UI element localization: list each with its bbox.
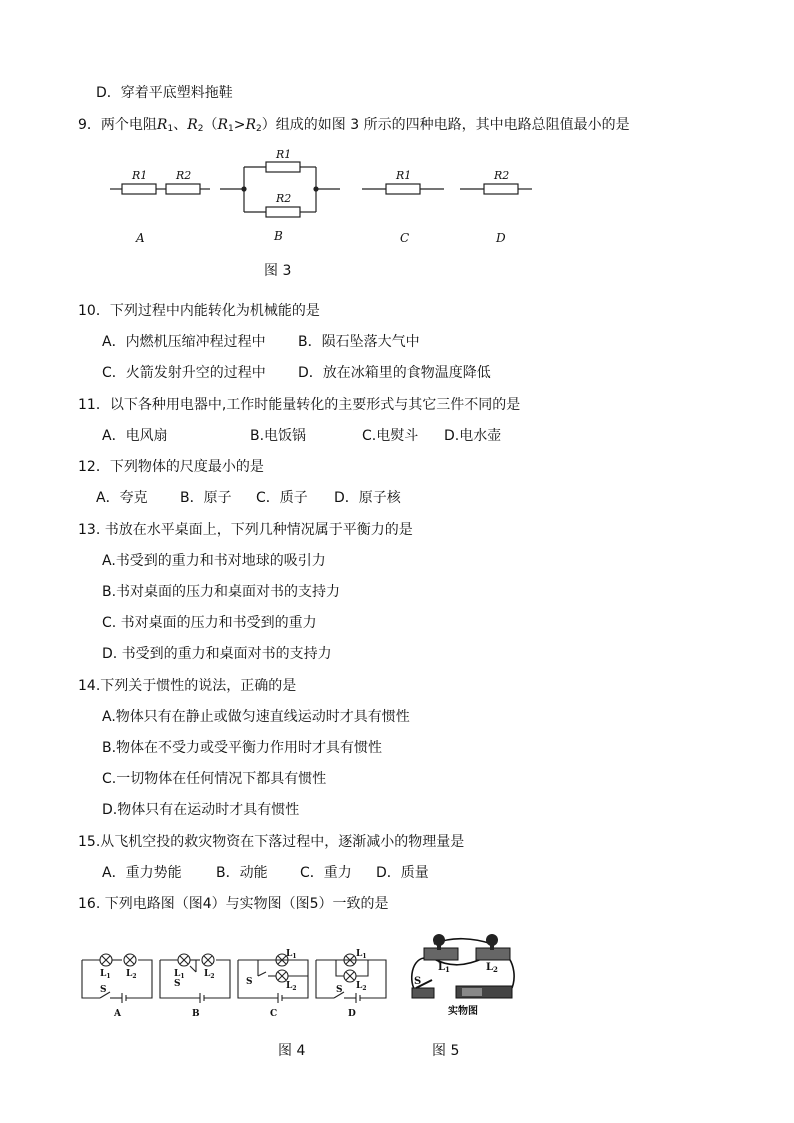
c-circuit-letter: C [400, 231, 410, 245]
figure-3-caption: 图 3 [264, 263, 292, 279]
q15-option-b: B．动能 [216, 865, 268, 881]
figure-5-caption: 图 5 [432, 1043, 460, 1059]
q12-option-a: A．夸克 [96, 490, 148, 506]
q11-option-d: D.电水壶 [444, 428, 502, 444]
battery-model [456, 986, 512, 998]
figure-4-circuits [78, 940, 390, 1022]
q13-stem: 13. 书放在水平桌面上，下列几种情况属于平衡力的是 [78, 522, 413, 538]
q13-option-b: B.书对桌面的压力和桌面对书的支持力 [102, 584, 341, 600]
q9-r2: R [187, 117, 198, 133]
q14-option-d: D.物体只有在运动时才具有惯性 [102, 802, 300, 818]
q16-stem: 16. 下列电路图（图4）与实物图（图5）一致的是 [78, 896, 389, 912]
a-r1-label: R1 [132, 169, 148, 182]
a-r2-label: R2 [176, 169, 192, 182]
q12-option-d: D．原子核 [334, 490, 401, 506]
q13-option-d: D. 书受到的重力和桌面对书的支持力 [102, 646, 332, 662]
q10-option-b: B．陨石坠落大气中 [298, 334, 420, 350]
q13-option-a: A.书受到的重力和书对地球的吸引力 [102, 553, 326, 569]
c-l1-label: $L_1$ [286, 949, 297, 960]
c-letter: C [270, 1009, 278, 1019]
photo-s-label: S [414, 976, 422, 987]
photo-caption: 实物图 [448, 1006, 478, 1017]
d-circuit-letter: D [496, 231, 506, 245]
q12-option-b: B．原子 [180, 490, 232, 506]
q9-r1: R [156, 117, 168, 133]
q12-stem: 12．下列物体的尺度最小的是 [78, 459, 264, 475]
a-l2-label: $L_2$ [126, 969, 137, 980]
d-l2-label: $L_2$ [356, 981, 367, 992]
b-l2-label: $L_2$ [204, 969, 215, 980]
figure-5-photo [404, 928, 524, 1020]
circuit-b [160, 954, 230, 1003]
d-letter: D [348, 1009, 356, 1019]
q11-stem: 11．以下各种用电器中,工作时能量转化的主要形式与其它三件不同的是 [78, 397, 521, 413]
a-s-label: S [100, 985, 107, 995]
q9-r2-sub: 2 [197, 124, 204, 134]
q14-option-a: A.物体只有在静止或做匀速直线运动时才具有惯性 [102, 709, 410, 725]
a-resistor-r1 [122, 184, 156, 194]
circuit-d [316, 954, 386, 1003]
b-r2-label: R2 [276, 192, 292, 205]
d-l1-label: $L_1$ [356, 949, 367, 960]
q9-r1-sub: 1 [167, 124, 174, 134]
q10-option-a: A．内燃机压缩冲程过程中 [102, 334, 266, 350]
c-l2-label: $L_2$ [286, 981, 297, 992]
b-letter: B [192, 1009, 200, 1019]
c-s-label: S [246, 977, 253, 987]
q13-option-c: C. 书对桌面的压力和书受到的重力 [102, 615, 317, 631]
photo-l2-label: $L_2$ [486, 962, 498, 974]
q11-option-c: C.电熨斗 [362, 428, 419, 444]
q9-cond-open: （ [203, 117, 218, 133]
q11-option-b: B.电饭锅 [250, 428, 307, 444]
d-s-label: S [336, 985, 343, 995]
d-resistor-r2 [484, 184, 518, 194]
circuit-a [82, 954, 152, 1003]
q9-stem-start: 9．两个电阻 [78, 117, 157, 133]
a-letter: A [114, 1009, 121, 1019]
q15-option-d: D．质量 [376, 865, 429, 881]
b-circuit-letter: B [274, 229, 283, 243]
q15-stem: 15.从飞机空投的救灾物资在下落过程中，逐渐减小的物理量是 [78, 834, 465, 850]
q15-option-c: C．重力 [300, 865, 352, 881]
q14-option-c: C.一切物体在任何情况下都具有惯性 [102, 771, 327, 787]
c-resistor-r1 [386, 184, 420, 194]
q14-option-b: B.物体在不受力或受平衡力作用时才具有惯性 [102, 740, 383, 756]
q10-option-d: D．放在冰箱里的食物温度降低 [298, 365, 491, 381]
b-r1-label: R1 [276, 148, 292, 161]
q11-option-a: A．电风扇 [102, 428, 168, 444]
b-l1-label: $L_1$ [174, 969, 185, 980]
a-circuit-letter: A [136, 231, 145, 245]
figure-3-circuits [100, 145, 550, 255]
q8-option-d: D．穿着平底塑料拖鞋 [96, 85, 233, 101]
a-resistor-r2 [166, 184, 200, 194]
q9-stem-end: ）组成的如图 3 所示的四种电路，其中电路总阻值最小的是 [261, 117, 630, 133]
q9-stem [78, 116, 630, 138]
q9-cond-r2-sub: 2 [256, 124, 262, 134]
q12-option-c: C．质子 [256, 490, 308, 506]
q10-option-c: C．火箭发射升空的过程中 [102, 365, 266, 381]
q14-stem: 14.下列关于惯性的说法，正确的是 [78, 678, 297, 694]
q10-stem: 10．下列过程中内能转化为机械能的是 [78, 303, 320, 319]
q9-gt: > [233, 117, 246, 133]
b-s-label: S [174, 979, 181, 989]
b-junction-left [241, 186, 246, 191]
figure-4-caption: 图 4 [278, 1043, 306, 1059]
photo-l1-label: $L_1$ [438, 962, 450, 974]
c-r1-label: R1 [396, 169, 412, 182]
b-junction-right [313, 186, 318, 191]
q9-cond-r2: R [245, 117, 257, 133]
b-resistor-r1 [266, 162, 300, 172]
a-l1-label: $L_1$ [100, 969, 111, 980]
b-resistor-r2 [266, 207, 300, 217]
q9-sep: 、 [173, 117, 188, 133]
lamp-l1-model [424, 934, 458, 960]
lamp-l2-model [476, 934, 510, 960]
d-r2-label: R2 [494, 169, 510, 182]
q9-cond-r1-sub: 1 [228, 124, 234, 134]
q9-cond-r1: R [217, 117, 229, 133]
q15-option-a: A．重力势能 [102, 865, 182, 881]
